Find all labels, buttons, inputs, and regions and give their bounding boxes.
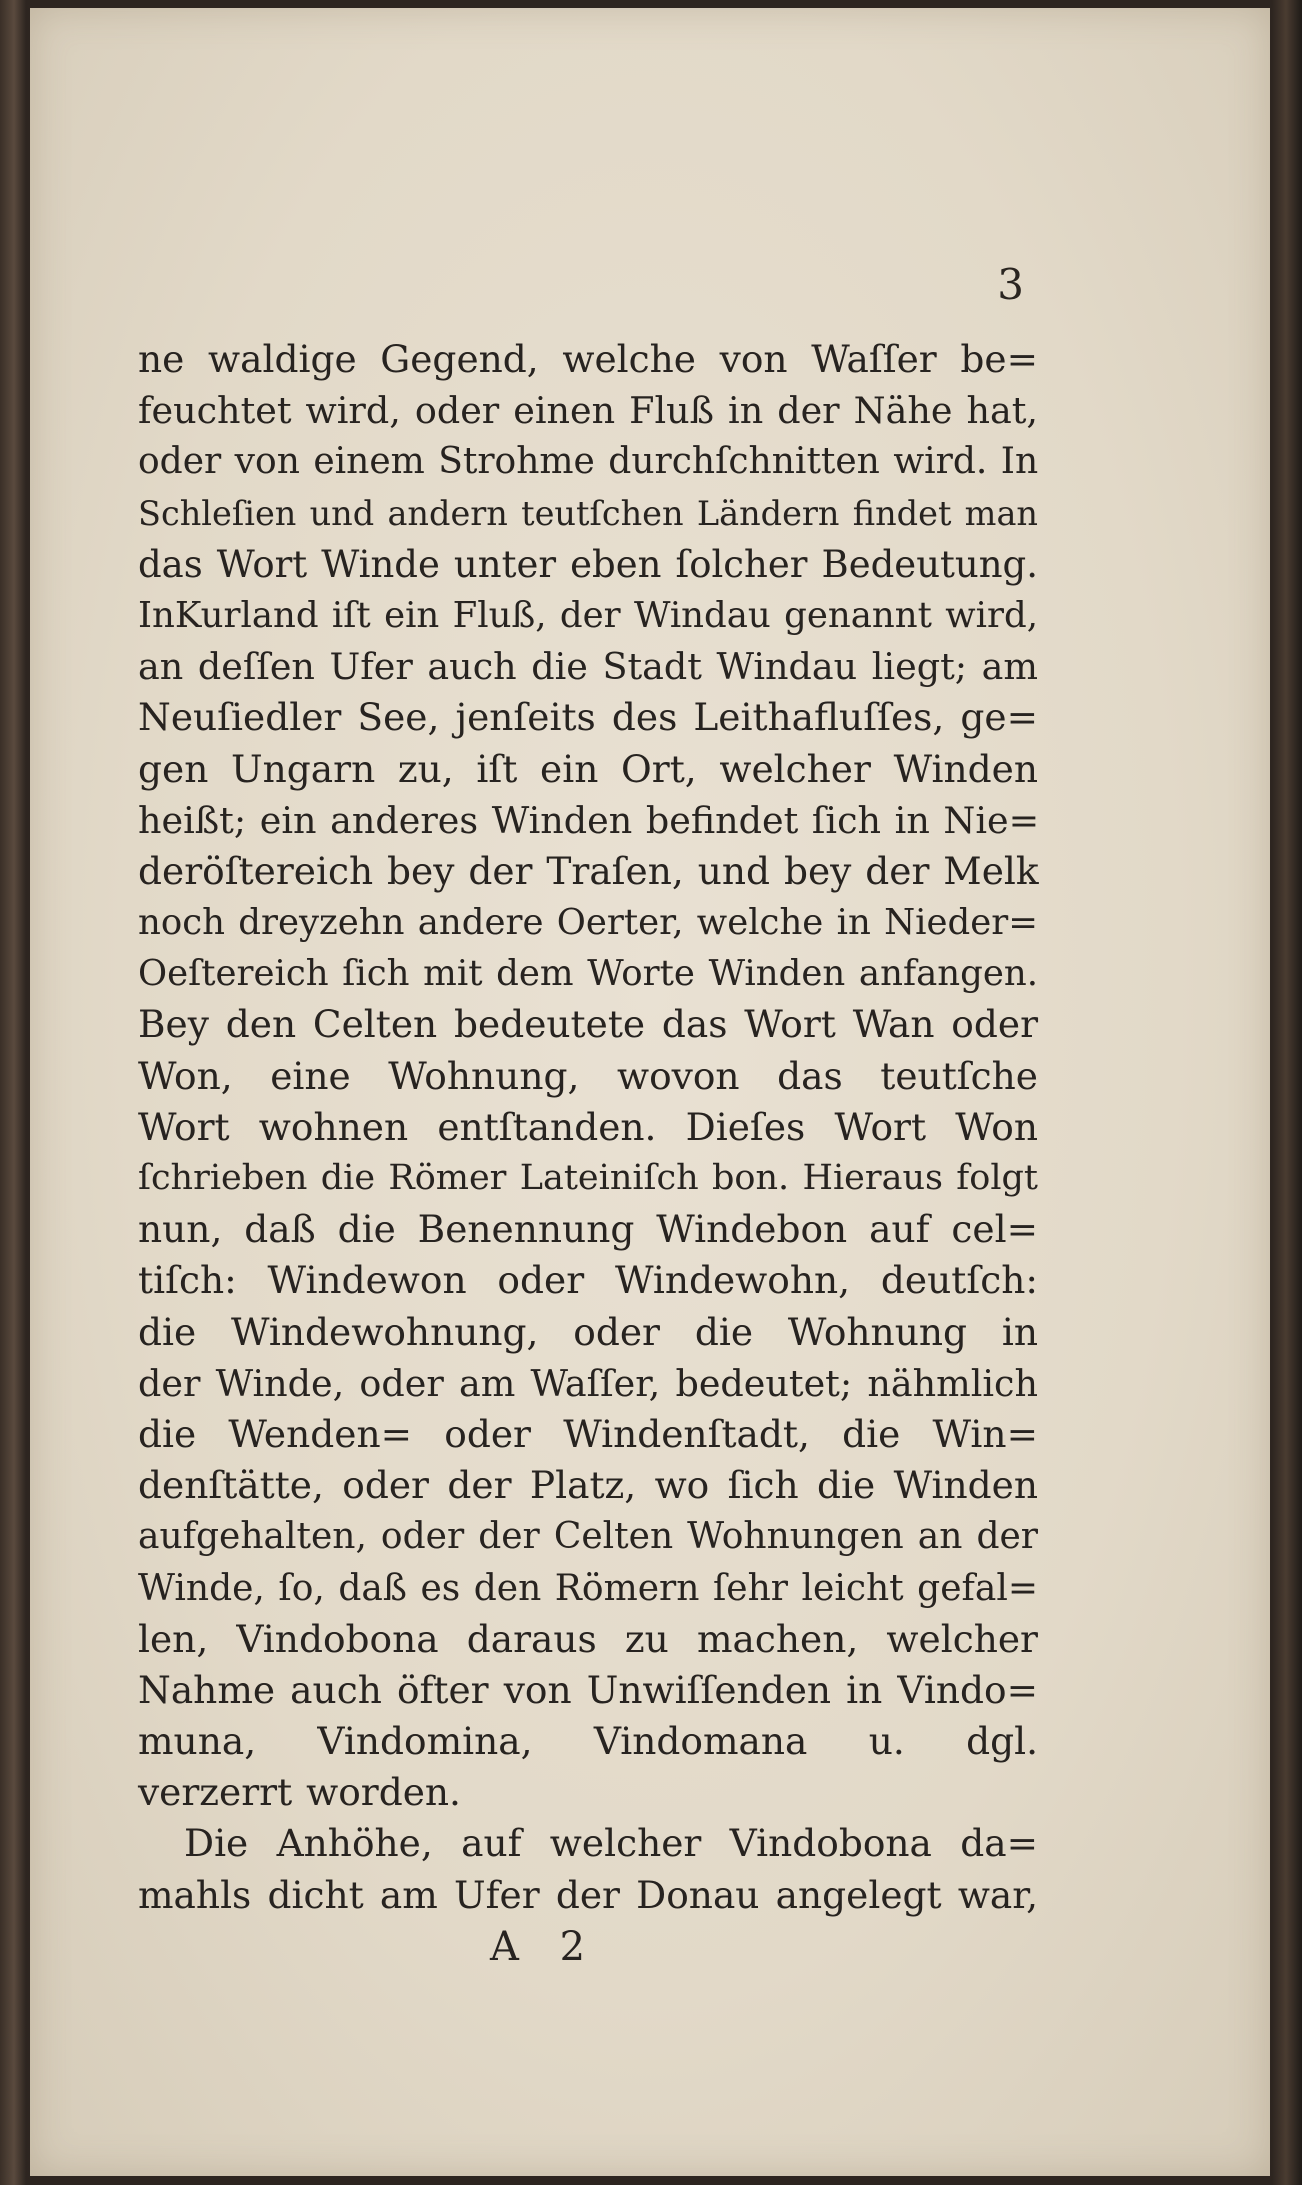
text-line: oder von einem Strohme durchſchnitten wird. In — [138, 441, 1039, 483]
text-line: tiſch: Windewon oder Windewohn, deutſch: — [138, 1258, 1038, 1303]
signature-mark: A 2 — [490, 1924, 600, 1970]
text-line: ne waldige Gegend, welche von Waſſer be= — [138, 337, 1038, 381]
text-line: Bey den Celten bedeutete das Wort Wan oder — [138, 1002, 1038, 1047]
text-line: an deſſen Ufer auch die Stadt Windau liegt; am — [138, 645, 1038, 689]
page-number: 3 — [997, 260, 1024, 309]
text-line: verzerrt worden. — [138, 1770, 461, 1815]
text-line: mahls dicht am Ufer der Donau angelegt war, — [138, 1872, 1038, 1917]
text-line: die Windewohnung, oder die Wohnung in — [138, 1309, 1038, 1354]
text-line: len, Vindobona daraus zu machen, welcher — [138, 1616, 1038, 1661]
text-line: Wort wohnen entſtanden. Dieſes Wort Won — [138, 1104, 1038, 1149]
body-text — [138, 334, 1038, 1921]
text-line: ſchrieben die Römer Lateiniſch bon. Hieraus folgt — [138, 1158, 1038, 1198]
text-line: Schleſien und andern teutſchen Ländern findet man — [138, 493, 1038, 533]
text-line: Winde, ſo, daß es den Römern ſehr leicht gefal= — [138, 1567, 1038, 1609]
text-line: gen Ungarn zu, iſt ein Ort, welcher Winden — [138, 746, 1038, 791]
text-line: aufgehalten, oder der Celten Wohnungen an der — [138, 1516, 1038, 1558]
text-line: Oeſtereich ſich mit dem Worte Winden anfangen. — [138, 953, 1038, 995]
text-line: das Wort Winde unter eben ſolcher Bedeutung. — [138, 542, 1038, 586]
text-line: Won, eine Wohnung, wovon das teutſche — [138, 1053, 1038, 1098]
text-line: heißt; ein anderes Winden befindet ſich in Nie= — [138, 798, 1040, 842]
text-line: deröſtereich bey der Traſen, und bey der Melk — [138, 848, 1039, 893]
text-line: denſtätte, oder der Platz, wo ſich die Winden — [138, 1463, 1038, 1508]
text-line: InKurland iſt ein Fluß, der Windau genannt wird, — [138, 594, 1038, 636]
text-line: feuchtet wird, oder einen Fluß in der Nähe hat, — [138, 389, 1038, 433]
text-line: noch dreyzehn andere Oerter, welche in Nieder= — [138, 902, 1038, 944]
text-line: Die Anhöhe, auf welcher Vindobona da= — [184, 1821, 1038, 1866]
text-line: die Wenden= oder Windenſtadt, die Win= — [138, 1411, 1038, 1456]
text-line: Nahme auch öfter von Unwiſſenden in Vindo= — [138, 1667, 1038, 1712]
text-line: nun, daß die Benennung Windebon auf cel= — [138, 1207, 1038, 1252]
text-line: Neuſiedler See, jenſeits des Leithafluſſes, ge= — [138, 695, 1038, 740]
text-line: der Winde, oder am Waſſer, bedeutet; nähmlich — [138, 1361, 1038, 1405]
text-line: muna, Vindomina, Vindomana u. dgl. — [138, 1719, 1038, 1764]
